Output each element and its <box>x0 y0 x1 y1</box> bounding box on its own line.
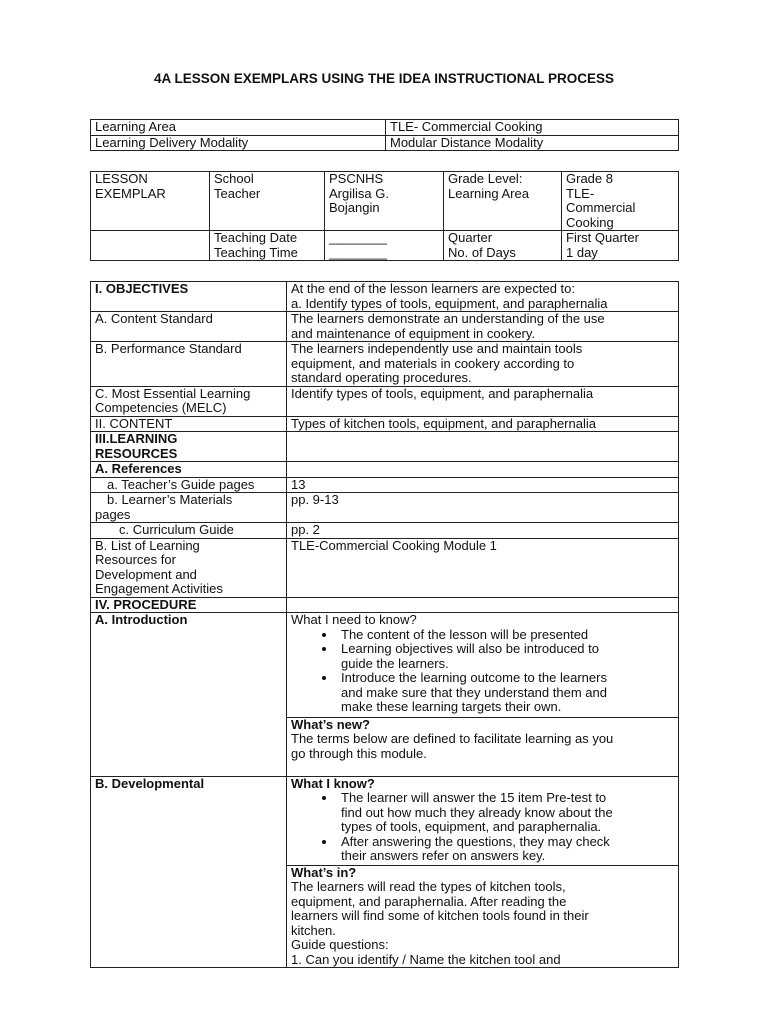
modality-value: Modular Distance Modality <box>386 135 679 151</box>
whats-in: What’s in? The learners will read the types of kitchen tools, equipment, and paraphernalia. After reading the learners will find some of kitchen tools found in their kitchen. Guide questions: 1. Can you identify / Name the kitchen tool and <box>287 865 678 968</box>
list-item: • The content of the lesson will be presented <box>337 628 674 643</box>
quarter-days-values <box>562 231 679 261</box>
list-resources-value: TLE-Commercial Cooking Module 1 <box>287 538 679 597</box>
introduction-list <box>291 628 674 715</box>
content-value: Types of kitchen tools, equipment, and paraphernalia <box>287 416 679 432</box>
area-value: TLE- Commercial Cooking <box>566 185 636 230</box>
learning-area-table <box>90 119 679 151</box>
lesson-exemplar-label: LESSON EXEMPLAR <box>91 172 210 231</box>
lesson-plan-table <box>90 281 679 968</box>
modality-label: Learning Delivery Modality <box>91 135 386 151</box>
list-item: • The learner will answer the 15 item Pre-test to find out how much they already know about the types of tools, equipment, and paraphernalia. <box>337 791 674 835</box>
performance-standard-label: B. Performance Standard <box>91 342 287 387</box>
content-label: II. CONTENT <box>91 416 287 432</box>
list-item: • Introduce the learning outcome to the learners and make sure that they understand them and make these learning targets their own. <box>337 671 674 715</box>
introduction-content <box>287 613 679 777</box>
objectives-value: At the end of the lesson learners are expected to: a. Identify types of tools, equipment, and paraphernalia <box>287 282 679 312</box>
what-i-need-to-know: What I need to know? • The content of the lesson will be presented • Learning objectives will also be introduced to guide the learners. • Introduce the learning outcome to the learners and make sure that they understand them and make these learning targets their own. <box>287 613 678 717</box>
school-teacher-labels <box>210 172 325 231</box>
learners-materials-value: pp. 9-13 <box>287 493 679 523</box>
curriculum-guide-value: pp. 2 <box>287 523 679 539</box>
whats-new: What’s new? The terms below are defined to facilitate learning as you go through this module. <box>287 717 678 776</box>
learning-area-value: TLE- Commercial Cooking <box>386 120 679 136</box>
quarter-value: First Quarter <box>566 230 639 245</box>
grade-area-labels <box>444 172 562 231</box>
curriculum-guide-label: c. Curriculum Guide <box>91 523 287 539</box>
learning-area-label: Learning Area <box>91 120 386 136</box>
empty-cell <box>287 462 679 478</box>
developmental-label: B. Developmental <box>91 776 287 968</box>
list-resources-label: B. List of Learning Resources for Development and Engagement Activities <box>91 538 287 597</box>
developmental-content <box>287 776 679 968</box>
introduction-label: A. Introduction <box>91 613 287 777</box>
empty-cell <box>287 597 679 613</box>
teaching-date-value: ________ <box>329 230 387 245</box>
teachers-guide-label: a. Teacher’s Guide pages <box>91 477 287 493</box>
teaching-time-value: ________ <box>329 244 387 260</box>
days-label: No. of Days <box>448 244 516 260</box>
school-teacher-values <box>325 172 444 231</box>
date-time-labels <box>210 231 325 261</box>
teachers-guide-value: 13 <box>287 477 679 493</box>
teaching-time-label: Teaching Time <box>214 244 298 260</box>
developmental-list <box>291 791 674 864</box>
quarter-days-labels <box>444 231 562 261</box>
empty-cell <box>287 432 679 462</box>
date-time-values <box>325 231 444 261</box>
lesson-header-table <box>90 171 679 261</box>
performance-standard-value: The learners independently use and maintain tools equipment, and materials in cookery according to standard operating procedures. <box>287 342 679 387</box>
learning-area-label-2: Learning Area <box>448 185 529 201</box>
days-value: 1 day <box>566 244 598 260</box>
teacher-value: Argilisa G. Bojangin <box>329 185 389 215</box>
melc-value: Identify types of tools, equipment, and paraphernalia <box>287 386 679 416</box>
list-item: • After answering the questions, they may check their answers refer on answers key. <box>337 835 674 864</box>
grade-value: Grade 8 <box>566 171 613 186</box>
learners-materials-label: b. Learner’s Materials pages <box>91 493 287 523</box>
school-value: PSCNHS <box>329 171 384 186</box>
list-item: • Learning objectives will also be introduced to guide the learners. <box>337 642 674 671</box>
content-standard-label: A. Content Standard <box>91 312 287 342</box>
references-label: A. References <box>91 462 287 478</box>
empty-cell <box>91 231 210 261</box>
school-label: School <box>214 171 254 186</box>
teacher-label: Teacher <box>214 185 261 201</box>
teaching-date-label: Teaching Date <box>214 230 298 245</box>
content-standard-value: The learners demonstrate an understanding of the use and maintenance of equipment in cookery. <box>287 312 679 342</box>
what-i-know: What I know? • The learner will answer the 15 item Pre-test to find out how much they already know about the types of tools, equipment, and paraphernalia. • After answering the questions, they may check their answers refer on answers key. <box>287 777 678 865</box>
procedure-label: IV. PROCEDURE <box>91 597 287 613</box>
learning-resources-label: III.LEARNING RESOURCES <box>91 432 287 462</box>
quarter-label: Quarter <box>448 230 493 245</box>
grade-area-values <box>562 172 679 231</box>
page-title: 4A LESSON EXEMPLARS USING THE IDEA INSTRUCTIONAL PROCESS <box>153 71 615 86</box>
melc-label: C. Most Essential Learning Competencies (MELC) <box>91 386 287 416</box>
grade-level-label: Grade Level: <box>448 171 523 186</box>
objectives-label: I. OBJECTIVES <box>91 282 287 312</box>
